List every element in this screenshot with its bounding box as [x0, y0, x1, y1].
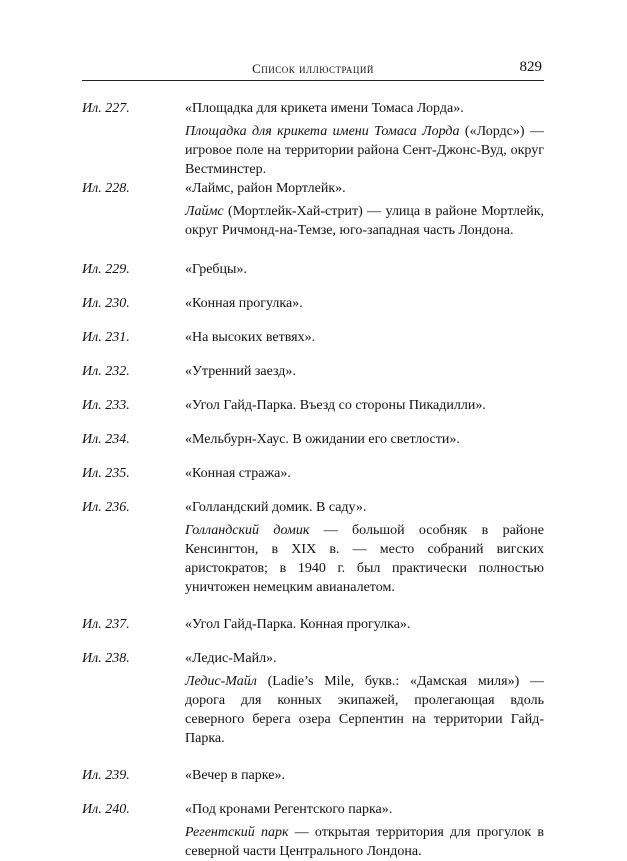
list-item: [82, 396, 544, 415]
entry-caption: «Угол Гайд-Парка. Конная прогулка».: [185, 617, 411, 632]
entry-label: Ил. 240.: [82, 802, 130, 817]
entry-caption: «Мельбурн-Хаус. В ожидании его светлости».: [185, 432, 460, 447]
entry-note: [185, 823, 544, 861]
entry-label: Ил. 231.: [82, 330, 130, 345]
list-item: [82, 464, 544, 483]
entry-label: Ил. 239.: [82, 768, 130, 783]
entry-note: [185, 122, 544, 179]
note-term: Голландский домик: [185, 523, 310, 538]
note-text: («Лордс») — игровое поле на территории района Сент-Джонс-Вуд, округ Вестминстер.: [185, 124, 544, 177]
note-text: (Мортлейк-Хай-стрит) — улица в районе Мортлейк, округ Ричмонд-на-Темзе, юго-западная часть Лондона.: [185, 204, 544, 238]
list-item: [82, 649, 544, 748]
entry-caption: «Вечер в парке».: [185, 768, 285, 783]
entry-note: [185, 202, 544, 240]
entry-label: Ил. 237.: [82, 617, 130, 632]
entry-caption: «Гребцы».: [185, 262, 247, 277]
list-item: [82, 615, 544, 634]
entry-caption: «Конная стража».: [185, 466, 291, 481]
note-term: Регентский парк: [185, 825, 289, 840]
list-item: [82, 99, 544, 179]
entry-note: [185, 672, 544, 748]
entry-caption: «Ледис-Майл».: [185, 651, 277, 666]
entry-caption: «Площадка для крикета имени Томаса Лорда».: [185, 101, 464, 116]
entry-label: Ил. 236.: [82, 500, 130, 515]
entry-label: Ил. 228.: [82, 181, 130, 196]
entry-note: [185, 521, 544, 597]
list-item: [82, 498, 544, 597]
entry-caption: «Утренний заезд».: [185, 364, 296, 379]
list-item: [82, 800, 544, 861]
list-item: [82, 430, 544, 449]
entry-label: Ил. 235.: [82, 466, 130, 481]
entry-caption: «Конная прогулка».: [185, 296, 303, 311]
page-number: 829: [519, 59, 542, 75]
list-item: [82, 260, 544, 279]
illustration-list: [82, 99, 544, 861]
running-title: Список иллюстраций: [252, 61, 374, 76]
list-item: [82, 328, 544, 347]
entry-label: Ил. 227.: [82, 101, 130, 116]
entry-caption: «Голландский домик. В саду».: [185, 500, 367, 515]
note-term: Ледис-Майл: [185, 674, 257, 689]
list-item: [82, 179, 544, 240]
note-text: (Ladie’s Mile, букв.: «Дамская миля») — дорога для конных экипажей, пролегающая вдоль северного берега озера Серпентин на территории Гайд-Парка.: [185, 674, 544, 746]
note-text: — открытая территория для прогулок в северной части Центрального Лондона.: [185, 825, 544, 859]
note-text: — большой особняк в районе Кенсингтон, в XIX в. — место собраний вигских аристократов; в 1940 г. был практически полностью уничтожен немецким авианалетом.: [185, 523, 544, 595]
entry-label: Ил. 233.: [82, 398, 130, 413]
entry-label: Ил. 230.: [82, 296, 130, 311]
entry-label: Ил. 234.: [82, 432, 130, 447]
entry-caption: «Лаймс, район Мортлейк».: [185, 181, 346, 196]
entry-label: Ил. 232.: [82, 364, 130, 379]
note-term: Лаймс: [185, 204, 224, 219]
page-header: [82, 58, 544, 81]
entry-caption: «На высоких ветвях».: [185, 330, 316, 345]
entry-label: Ил. 229.: [82, 262, 130, 277]
list-item: [82, 294, 544, 313]
list-item: [82, 362, 544, 381]
entry-caption: «Угол Гайд-Парка. Въезд со стороны Пикадилли».: [185, 398, 486, 413]
note-term: Площадка для крикета имени Томаса Лорда: [185, 124, 460, 139]
entry-label: Ил. 238.: [82, 651, 130, 666]
entry-caption: «Под кронами Регентского парка».: [185, 802, 393, 817]
list-item: [82, 766, 544, 785]
